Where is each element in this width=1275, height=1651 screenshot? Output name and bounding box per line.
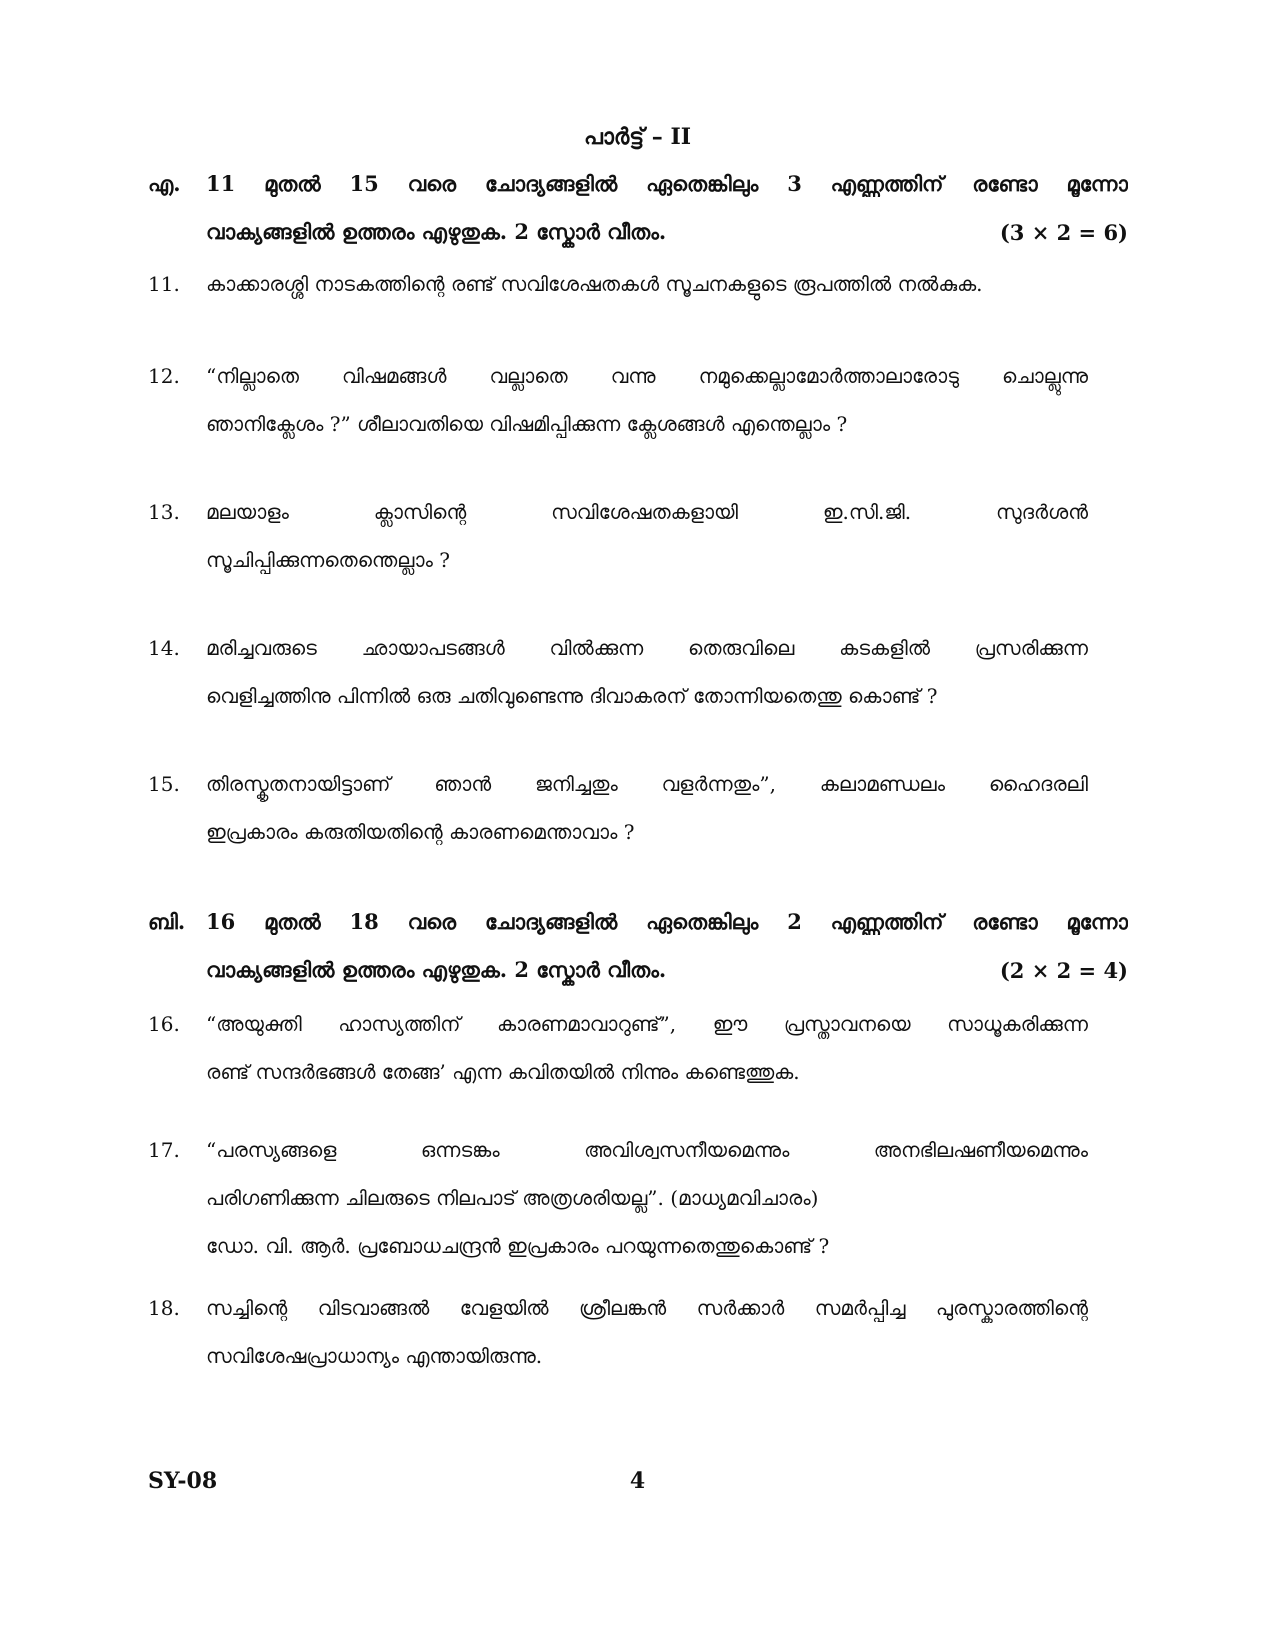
question-text-line: വെളിച്ചത്തിനു പിന്നിൽ ഒരു ചതിവുണ്ടെന്നു ദിവാകരന് തോന്നിയതെന്തു കൊണ്ട് ?	[206, 684, 938, 708]
question-number: 12.	[148, 364, 180, 388]
question-18	[148, 1284, 1088, 1380]
question-16	[148, 1000, 1088, 1096]
question-13	[148, 488, 1088, 584]
part-title: പാർട്ട് – II	[583, 124, 692, 150]
section-a-instructions	[148, 160, 1128, 256]
question-text-line: സച്ചിന്റെ വിടവാങ്ങൽ വേളയിൽ ശ്രീലങ്കൻ സർക്കാർ സമർപ്പിച്ച പുരസ്കാരത്തിന്റെ	[206, 1296, 1088, 1320]
section-marks: (2 × 2 = 4)	[999, 957, 1128, 983]
section-instruction-line1: 16 മുതൽ 18 വരെ ചോദ്യങ്ങളിൽ ഏതെങ്കിലും 2 എണ്ണത്തിന് രണ്ടോ മൂന്നോ	[206, 909, 1128, 934]
question-14	[148, 624, 1088, 720]
question-text-line: “നില്ലാതെ വിഷമങ്ങൾ വല്ലാതെ വന്നു നമുക്കെല്ലാമോർത്താലാരോടു ചൊല്ലുന്നു	[206, 364, 1088, 388]
question-text-line: “അയുക്തി ഹാസ്യത്തിന് കാരണമാവാറുണ്ട്”, ഈ പ്രസ്താവനയെ സാധൂകരിക്കുന്ന	[206, 1012, 1088, 1036]
question-text-line: ഡോ. വി. ആർ. പ്രബോധചന്ദ്രൻ ഇപ്രകാരം പറയുന്നതെന്തുകൊണ്ട് ?	[206, 1234, 830, 1258]
question-text-line: തിരസ്കൃതനായിട്ടാണ് ഞാൻ ജനിച്ചതും വളർന്നതും”, കലാമണ്ഡലം ഹൈദരലി	[206, 772, 1088, 796]
question-number: 16.	[148, 1012, 180, 1036]
question-number: 17.	[148, 1138, 180, 1162]
section-letter: എ.	[148, 171, 181, 196]
question-12	[148, 352, 1088, 448]
section-instruction-line2: വാക്യങ്ങളിൽ ഉത്തരം എഴുതുക. 2 സ്കോർ വീതം.	[206, 219, 667, 244]
question-text-line: ഇപ്രകാരം കരുതിയതിന്റെ കാരണമെന്താവാം ?	[206, 820, 635, 844]
question-17	[148, 1126, 1088, 1270]
section-instruction-line1: 11 മുതൽ 15 വരെ ചോദ്യങ്ങളിൽ ഏതെങ്കിലും 3 എണ്ണത്തിന് രണ്ടോ മൂന്നോ	[206, 171, 1128, 196]
question-text-line: കാക്കാരശ്ശി നാടകത്തിന്റെ രണ്ട് സവിശേഷതകൾ സൂചനകളുടെ രൂപത്തിൽ നൽകുക.	[206, 272, 983, 296]
section-letter: ബി.	[148, 909, 186, 934]
page-number: 4	[629, 1468, 646, 1494]
paper-code: SY-08	[148, 1468, 218, 1494]
question-text-line: മരിച്ചവരുടെ ഛായാപടങ്ങൾ വിൽക്കുന്ന തെരുവിലെ കടകളിൽ പ്രസരിക്കുന്ന	[206, 636, 1088, 660]
question-number: 14.	[148, 636, 180, 660]
question-text-line: രണ്ട് സന്ദർഭങ്ങൾ തേങ്ങ’ എന്ന കവിതയിൽ നിന്നും കണ്ടെത്തുക.	[206, 1060, 800, 1084]
question-text-line: ഞാനിക്ലേശം ?” ശീലാവതിയെ വിഷമിപ്പിക്കുന്ന ക്ലേശങ്ങൾ എന്തെല്ലാം ?	[206, 412, 848, 436]
question-number: 11.	[148, 272, 180, 296]
question-15	[148, 760, 1088, 856]
question-text-line: പരിഗണിക്കുന്ന ചിലരുടെ നിലപാട് അത്രശരിയല്ല”. (മാധ്യമവിചാരം)	[206, 1186, 819, 1210]
section-marks: (3 × 2 = 6)	[999, 219, 1128, 245]
question-11	[148, 260, 1088, 308]
question-number: 18.	[148, 1296, 180, 1320]
question-number: 15.	[148, 772, 180, 796]
question-text-line: മലയാളം ക്ലാസിന്റെ സവിശേഷതകളായി ഇ.സി.ജി. സുദർശൻ	[206, 500, 1088, 524]
question-text-line: “പരസ്യങ്ങളെ ഒന്നടങ്കം അവിശ്വസനീയമെന്നും അനഭിലഷണീയമെന്നും	[206, 1138, 1088, 1162]
section-instruction-line2: വാക്യങ്ങളിൽ ഉത്തരം എഴുതുക. 2 സ്കോർ വീതം.	[206, 957, 667, 982]
question-text-line: സൂചിപ്പിക്കുന്നതെന്തെല്ലാം ?	[206, 548, 450, 572]
question-text-line: സവിശേഷപ്രാധാന്യം എന്തായിരുന്നു.	[206, 1344, 543, 1368]
question-number: 13.	[148, 500, 180, 524]
section-b-instructions	[148, 898, 1128, 994]
